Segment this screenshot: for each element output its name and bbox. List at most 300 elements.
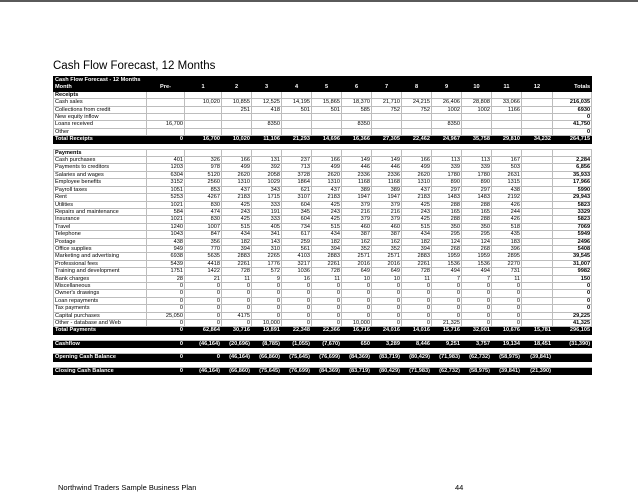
empty-cell	[522, 275, 553, 282]
value-cell: 389	[342, 186, 372, 193]
value-cell: 494	[432, 268, 462, 275]
value-cell: 25,050	[147, 312, 185, 319]
value-cell: 1536	[462, 260, 492, 267]
empty-cell	[522, 171, 553, 178]
value-cell: 1315	[492, 179, 522, 186]
value-cell: 0	[432, 290, 462, 297]
empty-cell	[432, 149, 462, 156]
row-label: Utilities	[54, 201, 147, 208]
cash-flow-table	[53, 76, 592, 375]
value-cell: 14,696	[312, 136, 342, 143]
value-cell: 295	[432, 231, 462, 238]
value-cell: 0	[372, 282, 402, 289]
value-cell: 216	[342, 208, 372, 215]
row-label: Repairs and maintenance	[54, 208, 147, 215]
value-cell: 396	[492, 245, 522, 252]
value-cell: 389	[372, 186, 402, 193]
value-cell: 0	[185, 305, 222, 312]
value-cell: 2560	[185, 179, 222, 186]
value-cell: 770	[185, 245, 222, 252]
value-cell: 0	[312, 282, 342, 289]
pre-value: 0	[147, 136, 185, 143]
value-cell: 1051	[147, 186, 185, 193]
value-cell: 0	[492, 305, 522, 312]
value-cell: 19,134	[492, 340, 522, 347]
value-cell: 425	[402, 216, 432, 223]
value-cell: 21,293	[282, 136, 312, 143]
empty-cell	[522, 297, 553, 304]
value-cell: 2270	[492, 260, 522, 267]
value-cell: 167	[492, 157, 522, 164]
value-cell: 713	[282, 164, 312, 171]
value-cell: 2620	[222, 171, 252, 178]
empty-cell	[522, 208, 553, 215]
empty-cell	[522, 305, 553, 312]
value-cell	[372, 114, 402, 121]
payment-row	[54, 216, 592, 223]
receipt-row	[54, 128, 592, 135]
value-cell: 434	[402, 231, 432, 238]
value-cell: 1483	[462, 194, 492, 201]
value-cell: 1029	[252, 179, 282, 186]
value-cell: 0	[312, 312, 342, 319]
value-cell: (84,369)	[312, 367, 342, 374]
payment-row	[54, 238, 592, 245]
empty-cell	[522, 91, 553, 98]
empty-cell	[312, 91, 342, 98]
payment-row	[54, 231, 592, 238]
value-cell: 0	[222, 282, 252, 289]
value-cell: 515	[402, 223, 432, 230]
value-cell: 30,716	[222, 327, 252, 334]
value-cell: 7	[462, 275, 492, 282]
value-cell: 343	[252, 186, 282, 193]
row-total: 41,325	[553, 320, 592, 327]
value-cell	[402, 114, 432, 121]
value-cell: 32,001	[462, 327, 492, 334]
value-cell: 0	[185, 320, 222, 327]
value-cell: 216	[372, 208, 402, 215]
value-cell: 621	[282, 186, 312, 193]
row-total: 0	[553, 128, 592, 135]
value-cell: 149	[342, 157, 372, 164]
value-cell: 2336	[372, 171, 402, 178]
value-cell: 1036	[282, 268, 312, 275]
value-cell: (66,860)	[222, 367, 252, 374]
value-cell: 405	[252, 223, 282, 230]
empty-cell	[312, 149, 342, 156]
value-cell: 728	[312, 268, 342, 275]
value-cell: 288	[462, 201, 492, 208]
opening-balance-row	[54, 354, 592, 361]
value-cell: 437	[312, 186, 342, 193]
pre-value: 0	[147, 327, 185, 334]
value-cell: 0	[492, 290, 522, 297]
value-cell: 1203	[147, 164, 185, 171]
value-cell: 0	[492, 297, 522, 304]
value-cell: 350	[432, 223, 462, 230]
value-cell: 5120	[185, 171, 222, 178]
value-cell: 499	[402, 164, 432, 171]
value-cell: 1483	[432, 194, 462, 201]
value-cell: (1,055)	[282, 340, 312, 347]
row-label: Telephone	[54, 231, 147, 238]
value-cell: 11	[402, 275, 432, 282]
value-cell: 352	[342, 245, 372, 252]
value-cell: 387	[342, 231, 372, 238]
row-total: 5949	[553, 231, 592, 238]
value-cell: 978	[185, 164, 222, 171]
value-cell: 326	[185, 157, 222, 164]
value-cell: 2058	[252, 171, 282, 178]
value-cell: 8350	[432, 121, 462, 128]
value-cell: 165	[432, 208, 462, 215]
value-cell: 572	[252, 268, 282, 275]
empty-cell	[147, 149, 185, 156]
row-label: Other - database and Web	[54, 320, 147, 327]
value-cell: 0	[282, 312, 312, 319]
payment-row	[54, 260, 592, 267]
row-label: Training and development	[54, 268, 147, 275]
value-cell: 0	[462, 290, 492, 297]
value-cell: 2016	[342, 260, 372, 267]
value-cell: 0	[147, 282, 185, 289]
empty-cell	[522, 121, 553, 128]
value-cell: 1310	[402, 179, 432, 186]
value-cell	[222, 114, 252, 121]
row-total: 3329	[553, 208, 592, 215]
value-cell: 401	[147, 157, 185, 164]
value-cell: (76,699)	[282, 367, 312, 374]
value-cell: (71,983)	[432, 354, 462, 361]
row-total: 7069	[553, 223, 592, 230]
value-cell: (76,699)	[312, 354, 342, 361]
empty-cell	[553, 149, 592, 156]
empty-cell	[185, 149, 222, 156]
value-cell: 1751	[147, 268, 185, 275]
empty-cell	[522, 99, 553, 106]
pre-value: 0	[147, 354, 185, 361]
empty-cell	[252, 91, 282, 98]
value-cell: 166	[222, 157, 252, 164]
empty-cell	[522, 245, 553, 252]
value-cell: 24,215	[402, 99, 432, 106]
value-cell: 2883	[312, 253, 342, 260]
column-header: 2	[222, 84, 252, 91]
value-cell: 0	[185, 354, 222, 361]
value-cell: 3,757	[462, 340, 492, 347]
value-cell: 0	[432, 282, 462, 289]
row-label: Office supplies	[54, 245, 147, 252]
value-cell: 28	[147, 275, 185, 282]
value-cell: 584	[147, 208, 185, 215]
value-cell: 0	[372, 297, 402, 304]
value-cell: 1959	[432, 253, 462, 260]
value-cell: 35,758	[462, 136, 492, 143]
row-total: 29,225	[553, 312, 592, 319]
row-label: Capital purchases	[54, 312, 147, 319]
value-cell: 1021	[147, 201, 185, 208]
row-total: 0	[553, 114, 592, 121]
page-top-rule	[0, 0, 638, 2]
value-cell: 649	[372, 268, 402, 275]
row-label: Travel	[54, 223, 147, 230]
value-cell: 425	[402, 201, 432, 208]
empty-cell	[522, 290, 553, 297]
value-cell: 18,451	[522, 340, 553, 347]
payment-row	[54, 297, 592, 304]
value-cell: 830	[185, 216, 222, 223]
column-header: 8	[402, 84, 432, 91]
row-label: Employee benefits	[54, 179, 147, 186]
value-cell: 752	[402, 106, 432, 113]
value-cell: 182	[312, 238, 342, 245]
value-cell: (7,670)	[312, 340, 342, 347]
value-cell: 379	[342, 216, 372, 223]
row-label: Total Receipts	[54, 136, 147, 143]
cash-flow-table-body	[54, 77, 592, 375]
row-total: 5990	[553, 186, 592, 193]
payment-row	[54, 194, 592, 201]
value-cell: 4175	[222, 312, 252, 319]
value-cell: 392	[252, 164, 282, 171]
table-caption: Cash Flow Forecast - 12 Months	[54, 77, 592, 84]
value-cell: 259	[282, 238, 312, 245]
value-cell: (83,719)	[342, 367, 372, 374]
empty-cell	[522, 179, 553, 186]
value-cell	[185, 114, 222, 121]
value-cell: 191	[252, 208, 282, 215]
column-header: Month	[54, 84, 147, 91]
value-cell: 113	[432, 157, 462, 164]
value-cell: 437	[402, 186, 432, 193]
value-cell: 0	[312, 290, 342, 297]
payment-row	[54, 253, 592, 260]
value-cell: 9,251	[432, 340, 462, 347]
value-cell: 29,810	[492, 136, 522, 143]
value-cell: 10,020	[185, 99, 222, 106]
value-cell	[492, 121, 522, 128]
row-label: Opening Cash Balance	[54, 354, 147, 361]
empty-cell	[522, 260, 553, 267]
value-cell: 460	[342, 223, 372, 230]
row-label: Collections from credit	[54, 106, 147, 113]
empty-cell	[222, 149, 252, 156]
value-cell: 2620	[312, 171, 342, 178]
value-cell: 650	[342, 340, 372, 347]
value-cell: 243	[402, 208, 432, 215]
value-cell	[282, 128, 312, 135]
value-cell: 2261	[402, 260, 432, 267]
value-cell	[147, 106, 185, 113]
row-total: 264,715	[553, 136, 592, 143]
row-total: 9982	[553, 268, 592, 275]
value-cell: 14,016	[402, 327, 432, 334]
empty-cell	[522, 194, 553, 201]
value-cell: (58,975)	[462, 367, 492, 374]
payment-row	[54, 305, 592, 312]
row-label: Cashflow	[54, 340, 147, 347]
value-cell: 1422	[185, 268, 222, 275]
row-total	[553, 354, 592, 361]
value-cell: 182	[402, 238, 432, 245]
empty-cell	[147, 91, 185, 98]
value-cell: 1776	[252, 260, 282, 267]
value-cell	[462, 121, 492, 128]
value-cell: 0	[342, 312, 372, 319]
payment-row	[54, 201, 592, 208]
empty-cell	[522, 231, 553, 238]
value-cell: 2261	[222, 260, 252, 267]
value-cell: (62,732)	[432, 367, 462, 374]
value-cell: 288	[462, 216, 492, 223]
value-cell: 113	[462, 157, 492, 164]
value-cell	[462, 114, 492, 121]
empty-cell	[522, 201, 553, 208]
value-cell: 21,325	[432, 320, 462, 327]
value-cell: 503	[492, 164, 522, 171]
value-cell: 474	[185, 208, 222, 215]
value-cell: 0	[282, 297, 312, 304]
value-cell: 649	[342, 268, 372, 275]
value-cell: 387	[372, 231, 402, 238]
value-cell: 2265	[252, 253, 282, 260]
value-cell: 34,232	[522, 136, 553, 143]
value-cell: 494	[462, 268, 492, 275]
value-cell: 446	[372, 164, 402, 171]
value-cell: (39,841)	[522, 354, 553, 361]
value-cell: 149	[372, 157, 402, 164]
value-cell: 11	[222, 275, 252, 282]
value-cell: 11	[312, 275, 342, 282]
value-cell: 394	[312, 245, 342, 252]
value-cell: 0	[342, 297, 372, 304]
empty-cell	[522, 223, 553, 230]
value-cell: 1715	[252, 194, 282, 201]
value-cell	[282, 114, 312, 121]
payment-row	[54, 245, 592, 252]
receipts-section-row	[54, 91, 592, 98]
empty-cell	[522, 128, 553, 135]
value-cell: 16,366	[342, 136, 372, 143]
value-cell: 182	[222, 238, 252, 245]
value-cell: 0	[402, 297, 432, 304]
empty-cell	[462, 91, 492, 98]
value-cell: 295	[462, 231, 492, 238]
value-cell: 501	[312, 106, 342, 113]
row-total: 39,545	[553, 253, 592, 260]
value-cell: 352	[372, 245, 402, 252]
value-cell: 0	[312, 297, 342, 304]
value-cell: 1959	[462, 253, 492, 260]
value-cell	[222, 121, 252, 128]
value-cell: 0	[402, 282, 432, 289]
empty-cell	[522, 149, 553, 156]
column-header: 5	[312, 84, 342, 91]
value-cell: 1166	[492, 106, 522, 113]
row-total: 0	[553, 282, 592, 289]
value-cell: 268	[462, 245, 492, 252]
value-cell: 11,106	[252, 136, 282, 143]
value-cell: 10,676	[492, 327, 522, 334]
value-cell: 1947	[372, 194, 402, 201]
row-label: Postage	[54, 238, 147, 245]
empty-cell	[492, 91, 522, 98]
value-cell: 22,366	[312, 327, 342, 334]
value-cell: 2883	[222, 253, 252, 260]
value-cell: 585	[342, 106, 372, 113]
value-cell	[147, 99, 185, 106]
value-cell: 62,864	[185, 327, 222, 334]
row-label: Payments to creditors	[54, 164, 147, 171]
value-cell: 515	[222, 223, 252, 230]
row-total: 5408	[553, 245, 592, 252]
row-total: 35,933	[553, 171, 592, 178]
value-cell	[252, 114, 282, 121]
value-cell: 0	[462, 305, 492, 312]
empty-cell	[402, 149, 432, 156]
value-cell	[185, 106, 222, 113]
value-cell: 21	[185, 275, 222, 282]
row-total: 0	[553, 290, 592, 297]
payment-row	[54, 268, 592, 275]
empty-cell	[553, 91, 592, 98]
value-cell: 0	[342, 305, 372, 312]
value-cell: 853	[185, 186, 222, 193]
value-cell: 15,781	[522, 327, 553, 334]
value-cell: 15,716	[432, 327, 462, 334]
value-cell: 341	[252, 231, 282, 238]
value-cell: 0	[402, 305, 432, 312]
value-cell: 0	[252, 290, 282, 297]
value-cell: 1021	[147, 216, 185, 223]
value-cell	[147, 128, 185, 135]
row-label: Other	[54, 128, 147, 135]
value-cell: 446	[342, 164, 372, 171]
value-cell: 0	[462, 312, 492, 319]
value-cell: 10,000	[252, 320, 282, 327]
value-cell: 561	[282, 245, 312, 252]
value-cell: (75,645)	[282, 354, 312, 361]
value-cell: (75,645)	[252, 367, 282, 374]
value-cell	[372, 121, 402, 128]
value-cell: 435	[492, 231, 522, 238]
value-cell: 604	[282, 216, 312, 223]
value-cell: 425	[312, 216, 342, 223]
value-cell: 0	[282, 282, 312, 289]
value-cell: 6938	[147, 253, 185, 260]
row-label: Loan repayments	[54, 297, 147, 304]
value-cell	[432, 128, 462, 135]
value-cell: 5439	[147, 260, 185, 267]
pre-value: 0	[147, 340, 185, 347]
value-cell	[342, 114, 372, 121]
column-header: 4	[282, 84, 312, 91]
value-cell: 418	[252, 106, 282, 113]
value-cell: 9	[252, 275, 282, 282]
value-cell: 394	[402, 245, 432, 252]
payment-row	[54, 320, 592, 327]
empty-cell	[222, 91, 252, 98]
value-cell: 1002	[462, 106, 492, 113]
value-cell: 24,016	[372, 327, 402, 334]
empty-cell	[372, 149, 402, 156]
empty-cell	[342, 149, 372, 156]
value-cell: 1168	[342, 179, 372, 186]
value-cell: 16	[282, 275, 312, 282]
value-cell: 0	[372, 320, 402, 327]
value-cell: 124	[432, 238, 462, 245]
